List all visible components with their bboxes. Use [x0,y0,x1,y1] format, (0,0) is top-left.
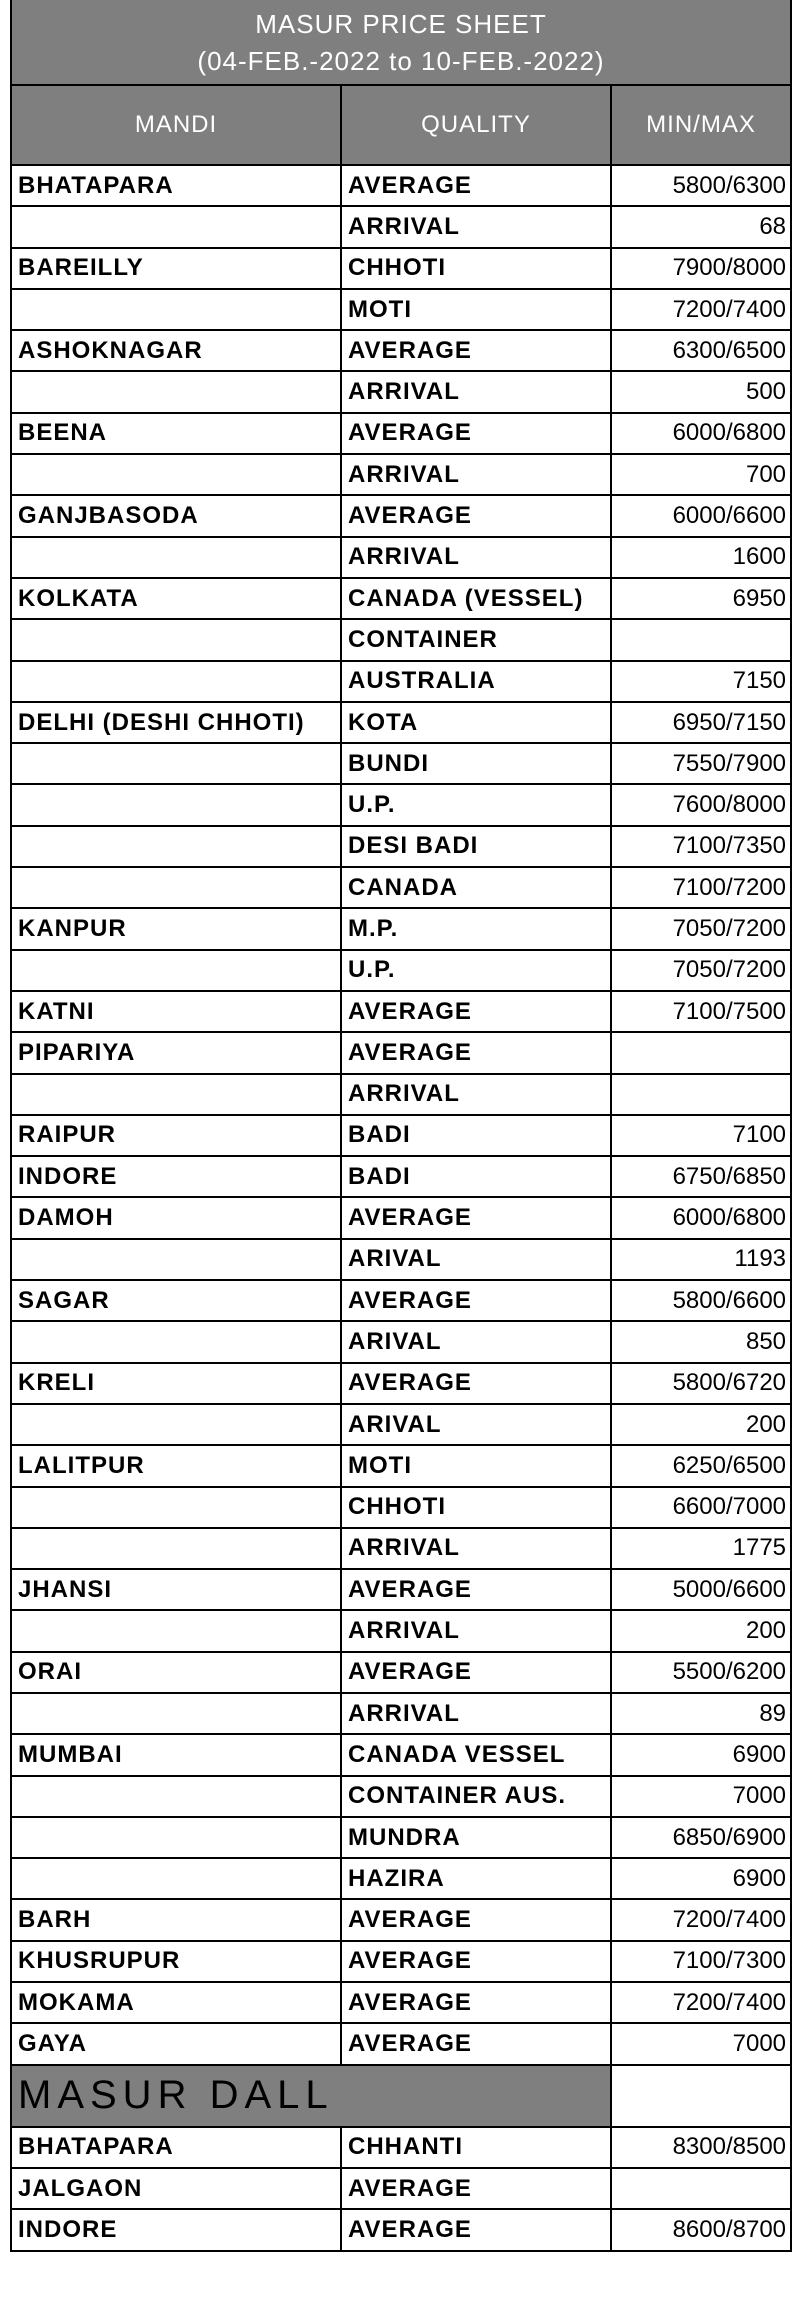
min-max-cell: 7150 [611,661,791,702]
min-max-cell: 500 [611,371,791,412]
min-max-cell: 200 [611,1404,791,1445]
table-row [11,454,791,495]
min-max-cell: 7100/7200 [611,867,791,908]
quality-cell: AVERAGE [341,1363,611,1404]
quality-cell: BUNDI [341,743,611,784]
mandi-cell [11,1693,341,1734]
table-row [11,2127,791,2168]
min-max-cell: 7900/8000 [611,248,791,289]
quality-cell: AVERAGE [341,165,611,206]
mandi-cell [11,950,341,991]
min-max-cell: 6900 [611,1734,791,1775]
min-max-cell: 7000 [611,2023,791,2064]
table-row [11,1941,791,1982]
mandi-cell [11,454,341,495]
quality-cell: AVERAGE [341,1569,611,1610]
quality-cell: CHHOTI [341,1487,611,1528]
quality-cell: BADI [341,1115,611,1156]
mandi-cell: BHATAPARA [11,165,341,206]
quality-cell: ARIVAL [341,1239,611,1280]
table-row [11,1280,791,1321]
mandi-cell [11,743,341,784]
mandi-cell: RAIPUR [11,1115,341,1156]
table-row [11,784,791,825]
quality-cell: AVERAGE [341,413,611,454]
mandi-cell [11,371,341,412]
quality-cell: AVERAGE [341,2168,611,2209]
min-max-cell: 7000 [611,1776,791,1817]
table-row [11,991,791,1032]
mandi-cell [11,1776,341,1817]
mandi-cell: MOKAMA [11,1982,341,2023]
table-row [11,1899,791,1940]
min-max-cell [611,619,791,660]
min-max-cell: 6850/6900 [611,1817,791,1858]
quality-cell: ARRIVAL [341,537,611,578]
quality-cell: ARRIVAL [341,371,611,412]
column-header-quality: QUALITY [341,85,611,165]
table-row [11,1610,791,1651]
quality-cell: AVERAGE [341,991,611,1032]
min-max-cell: 6900 [611,1858,791,1899]
mandi-cell [11,289,341,330]
table-row [11,371,791,412]
min-max-cell: 68 [611,206,791,247]
quality-cell: ARRIVAL [341,1074,611,1115]
mandi-cell: INDORE [11,1156,341,1197]
quality-cell: HAZIRA [341,1858,611,1899]
quality-cell: ARIVAL [341,1404,611,1445]
min-max-cell: 7550/7900 [611,743,791,784]
mandi-cell: KOLKATA [11,578,341,619]
table-row [11,1734,791,1775]
mandi-cell [11,1528,341,1569]
quality-cell: MUNDRA [341,1817,611,1858]
quality-cell: KOTA [341,702,611,743]
quality-cell: AVERAGE [341,330,611,371]
quality-cell: ARRIVAL [341,1693,611,1734]
table-row [11,1982,791,2023]
table-row [11,1776,791,1817]
table-row [11,2023,791,2064]
quality-cell: AVERAGE [341,495,611,536]
quality-cell: MOTI [341,1445,611,1486]
table-row [11,619,791,660]
mandi-cell: JHANSI [11,1569,341,1610]
mandi-cell [11,661,341,702]
table-row [11,413,791,454]
min-max-cell: 5800/6720 [611,1363,791,1404]
table-row [11,826,791,867]
table-row [11,743,791,784]
quality-cell: ARRIVAL [341,1610,611,1651]
min-max-cell: 700 [611,454,791,495]
min-max-cell: 5800/6300 [611,165,791,206]
table-row [11,1693,791,1734]
min-max-cell: 7200/7400 [611,289,791,330]
min-max-cell: 7600/8000 [611,784,791,825]
mandi-cell: INDORE [11,2209,341,2250]
table-row [11,661,791,702]
min-max-cell: 200 [611,1610,791,1651]
min-max-cell: 6750/6850 [611,1156,791,1197]
table-row [11,289,791,330]
min-max-cell [611,2168,791,2209]
min-max-cell: 5800/6600 [611,1280,791,1321]
sheet-title: MASUR PRICE SHEET [11,0,791,43]
min-max-cell [611,1074,791,1115]
min-max-cell: 7200/7400 [611,1899,791,1940]
table-row [11,1363,791,1404]
quality-cell: ARIVAL [341,1321,611,1362]
mandi-cell: KATNI [11,991,341,1032]
table-row [11,702,791,743]
mandi-cell [11,537,341,578]
table-row [11,867,791,908]
header-row [11,85,791,165]
mandi-cell [11,1858,341,1899]
min-max-cell: 1600 [611,537,791,578]
table-row [11,495,791,536]
section-empty-cell [611,2065,791,2127]
table-row [11,165,791,206]
quality-cell: CHHOTI [341,248,611,289]
sheet-date-range: (04-FEB.-2022 to 10-FEB.-2022) [11,43,791,85]
mandi-cell [11,1404,341,1445]
table-row [11,1156,791,1197]
table-row [11,1817,791,1858]
table-row [11,1074,791,1115]
table-row [11,908,791,949]
min-max-cell: 850 [611,1321,791,1362]
min-max-cell: 7100/7500 [611,991,791,1032]
table-row [11,248,791,289]
mandi-cell: ASHOKNAGAR [11,330,341,371]
table-row [11,1404,791,1445]
mandi-cell [11,1321,341,1362]
quality-cell: AVERAGE [341,1941,611,1982]
quality-cell: CONTAINER AUS. [341,1776,611,1817]
quality-cell: AVERAGE [341,2023,611,2064]
price-sheet [10,0,790,2252]
table-row [11,2209,791,2250]
table-row [11,1569,791,1610]
table-row [11,1197,791,1238]
min-max-cell: 6300/6500 [611,330,791,371]
mandi-cell: BHATAPARA [11,2127,341,2168]
quality-cell: CANADA [341,867,611,908]
quality-cell: ARRIVAL [341,206,611,247]
min-max-cell: 5000/6600 [611,1569,791,1610]
quality-cell: AVERAGE [341,1032,611,1073]
min-max-cell: 6600/7000 [611,1487,791,1528]
quality-cell: BADI [341,1156,611,1197]
mandi-cell [11,1487,341,1528]
mandi-cell [11,1239,341,1280]
min-max-cell: 6950 [611,578,791,619]
mandi-cell: BARH [11,1899,341,1940]
mandi-cell [11,1610,341,1651]
section-header-row [11,2065,791,2127]
quality-cell: AVERAGE [341,1652,611,1693]
mandi-cell: KHUSRUPUR [11,1941,341,1982]
table-row [11,2168,791,2209]
table-row [11,1652,791,1693]
table-row [11,1032,791,1073]
table-row [11,537,791,578]
table-row [11,1528,791,1569]
table-row [11,1321,791,1362]
min-max-cell: 1193 [611,1239,791,1280]
table-row [11,206,791,247]
min-max-cell: 5500/6200 [611,1652,791,1693]
mandi-cell: GANJBASODA [11,495,341,536]
mandi-cell: JALGAON [11,2168,341,2209]
min-max-cell: 1775 [611,1528,791,1569]
mandi-cell [11,206,341,247]
mandi-cell [11,784,341,825]
mandi-cell [11,619,341,660]
quality-cell: U.P. [341,950,611,991]
min-max-cell: 89 [611,1693,791,1734]
quality-cell: CONTAINER [341,619,611,660]
quality-cell: AVERAGE [341,1899,611,1940]
mandi-cell: KANPUR [11,908,341,949]
mandi-cell: KRELI [11,1363,341,1404]
price-table [10,0,792,2252]
quality-cell: CHHANTI [341,2127,611,2168]
mandi-cell: BEENA [11,413,341,454]
quality-cell: CANADA (VESSEL) [341,578,611,619]
table-row [11,1487,791,1528]
mandi-cell: BAREILLY [11,248,341,289]
mandi-cell: GAYA [11,2023,341,2064]
min-max-cell: 6000/6800 [611,413,791,454]
quality-cell: DESI BADI [341,826,611,867]
mandi-cell: PIPARIYA [11,1032,341,1073]
quality-cell: CANADA VESSEL [341,1734,611,1775]
mandi-cell: ORAI [11,1652,341,1693]
mandi-cell: DELHI (DESHI CHHOTI) [11,702,341,743]
min-max-cell: 6000/6600 [611,495,791,536]
mandi-cell [11,1817,341,1858]
table-row [11,330,791,371]
quality-cell: AVERAGE [341,1280,611,1321]
column-header-mandi: MANDI [11,85,341,165]
min-max-cell: 7100/7300 [611,1941,791,1982]
table-row [11,950,791,991]
min-max-cell: 7200/7400 [611,1982,791,2023]
min-max-cell: 7050/7200 [611,908,791,949]
quality-cell: AUSTRALIA [341,661,611,702]
table-row [11,1445,791,1486]
quality-cell: ARRIVAL [341,1528,611,1569]
section-title: MASUR DALL [11,2065,611,2127]
quality-cell: AVERAGE [341,2209,611,2250]
column-header-min-max: MIN/MAX [611,85,791,165]
table-row [11,1858,791,1899]
quality-cell: M.P. [341,908,611,949]
quality-cell: AVERAGE [341,1982,611,2023]
mandi-cell [11,1074,341,1115]
min-max-cell: 8600/8700 [611,2209,791,2250]
mandi-cell: DAMOH [11,1197,341,1238]
min-max-cell: 7100/7350 [611,826,791,867]
min-max-cell: 8300/8500 [611,2127,791,2168]
min-max-cell: 6000/6800 [611,1197,791,1238]
mandi-cell: SAGAR [11,1280,341,1321]
quality-cell: AVERAGE [341,1197,611,1238]
quality-cell: MOTI [341,289,611,330]
table-row [11,1115,791,1156]
min-max-cell: 6250/6500 [611,1445,791,1486]
mandi-cell [11,826,341,867]
quality-cell: ARRIVAL [341,454,611,495]
table-row [11,1239,791,1280]
quality-cell: U.P. [341,784,611,825]
min-max-cell: 6950/7150 [611,702,791,743]
min-max-cell: 7050/7200 [611,950,791,991]
mandi-cell: MUMBAI [11,1734,341,1775]
mandi-cell: LALITPUR [11,1445,341,1486]
mandi-cell [11,867,341,908]
min-max-cell [611,1032,791,1073]
min-max-cell: 7100 [611,1115,791,1156]
table-row [11,578,791,619]
